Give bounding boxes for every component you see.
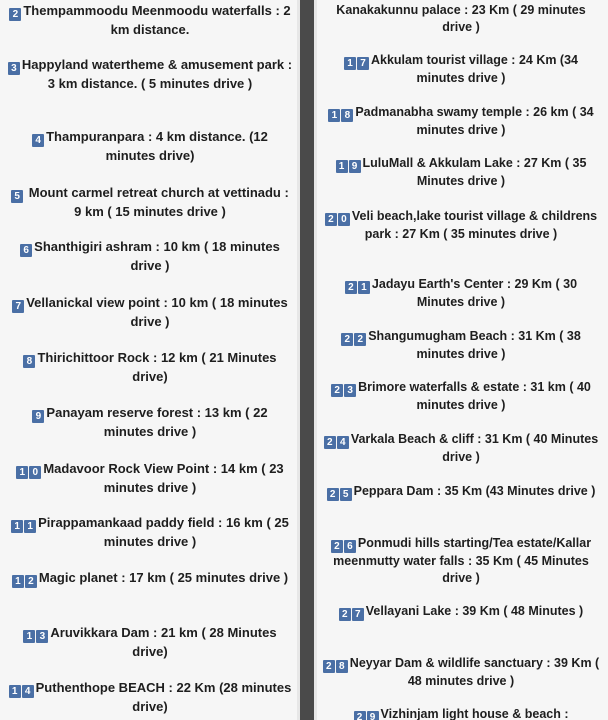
attraction-item xyxy=(320,328,602,363)
number-badge-icon: 1 0 xyxy=(16,466,42,479)
attraction-text: Thempammoodu Meenmoodu waterfalls : 2 km distance. xyxy=(23,3,291,37)
attraction-item xyxy=(320,603,602,621)
number-badge-icon: 1 2 xyxy=(12,575,38,588)
attraction-text: Jadayu Earth's Center : 29 Km ( 30 Minutes drive ) xyxy=(371,277,578,309)
number-badge-icon: 2 5 xyxy=(327,488,353,501)
attraction-item xyxy=(6,514,294,551)
number-badge-icon: 6 xyxy=(20,244,33,257)
column-edge xyxy=(297,0,300,720)
attraction-item xyxy=(320,52,602,87)
number-badge-icon: 3 xyxy=(8,62,21,75)
attraction-item xyxy=(6,184,294,221)
attraction-item xyxy=(320,2,602,36)
attraction-text: Peppara Dam : 35 Km (43 Minutes drive ) xyxy=(353,484,596,498)
right-column xyxy=(314,0,608,720)
attraction-item xyxy=(6,679,294,716)
attraction-text: Shangumugham Beach : 31 Km ( 38 minutes drive ) xyxy=(368,329,581,361)
attraction-text: Mount carmel retreat church at vettinadu : 9 km ( 15 minutes drive ) xyxy=(25,185,289,219)
number-badge-icon: 2 7 xyxy=(339,608,365,621)
attraction-item xyxy=(6,460,294,497)
attraction-text: Pirappamankaad paddy field : 16 km ( 25 minutes drive ) xyxy=(38,515,289,549)
attraction-text: Neyyar Dam & wildlife sanctuary : 39 Km ( 48 minutes drive ) xyxy=(349,656,600,688)
number-badge-icon: 2 3 xyxy=(331,384,357,397)
number-badge-icon: 2 6 xyxy=(331,540,357,553)
attraction-text: Brimore waterfalls & estate : 31 km ( 40 minutes drive ) xyxy=(358,380,591,412)
attraction-item xyxy=(6,128,294,165)
number-badge-icon: 1 7 xyxy=(344,57,370,70)
number-badge-icon: 2 9 xyxy=(354,711,380,720)
attraction-item xyxy=(6,624,294,661)
number-badge-icon: 9 xyxy=(32,410,45,423)
attraction-text: Puthenthope BEACH : 22 Km (28 minutes drive) xyxy=(35,680,292,714)
number-badge-icon: 4 xyxy=(32,134,45,147)
attraction-item xyxy=(320,706,602,720)
attraction-item xyxy=(6,56,294,93)
attraction-text: Panayam reserve forest : 13 km ( 22 minutes drive ) xyxy=(46,405,268,439)
left-column xyxy=(0,0,300,720)
number-badge-icon: 8 xyxy=(23,355,36,368)
number-badge-icon: 7 xyxy=(12,300,25,313)
attraction-text: Varkala Beach & cliff : 31 Km ( 40 Minutes drive ) xyxy=(350,432,599,464)
attraction-item xyxy=(320,208,602,243)
attraction-text: Happyland watertheme & amusement park : 3 km distance. ( 5 minutes drive ) xyxy=(21,57,293,91)
attraction-text: Thirichittoor Rock : 12 km ( 21 Minutes drive) xyxy=(37,350,277,384)
column-edge xyxy=(314,0,317,720)
attraction-item xyxy=(320,483,602,501)
attraction-text: Aruvikkara Dam : 21 km ( 28 Minutes drive) xyxy=(50,625,277,659)
number-badge-icon: 2 0 xyxy=(325,213,351,226)
number-badge-icon: 2 8 xyxy=(323,660,349,673)
attraction-text: LuluMall & Akkulam Lake : 27 Km ( 35 Minutes drive ) xyxy=(362,156,587,188)
number-badge-icon: 2 4 xyxy=(324,436,350,449)
attraction-text: Akkulam tourist village : 24 Km (34 minutes drive ) xyxy=(370,53,578,85)
attraction-item xyxy=(6,294,294,331)
attraction-item xyxy=(6,569,294,588)
attraction-text: Shanthigiri ashram : 10 km ( 18 minutes drive ) xyxy=(34,239,280,273)
attraction-text: Thampuranpara : 4 km distance. (12 minutes drive) xyxy=(46,129,268,163)
attraction-text: Kanakakunnu palace : 23 Km ( 29 minutes drive ) xyxy=(336,3,586,34)
number-badge-icon: 2 1 xyxy=(345,281,371,294)
attraction-item xyxy=(320,104,602,139)
attraction-item xyxy=(320,535,602,587)
attraction-item xyxy=(6,2,294,39)
number-badge-icon: 1 3 xyxy=(23,630,49,643)
attraction-item xyxy=(320,431,602,466)
number-badge-icon: 5 xyxy=(11,190,24,203)
number-badge-icon: 1 9 xyxy=(336,160,362,173)
number-badge-icon: 1 8 xyxy=(328,109,354,122)
number-badge-icon: 1 1 xyxy=(11,520,37,533)
attraction-item xyxy=(320,155,602,190)
attraction-text: Vellanickal view point : 10 km ( 18 minutes drive ) xyxy=(26,295,288,329)
attraction-text: Madavoor Rock View Point : 14 km ( 23 minutes drive ) xyxy=(43,461,284,495)
number-badge-icon: 1 4 xyxy=(9,685,35,698)
attraction-item xyxy=(320,379,602,414)
attraction-item xyxy=(320,276,602,311)
attraction-item xyxy=(6,238,294,275)
attraction-item xyxy=(6,404,294,441)
number-badge-icon: 2 xyxy=(9,8,22,21)
attraction-item xyxy=(6,349,294,386)
attraction-text: Vizhinjam light house & beach : xyxy=(380,707,569,720)
attraction-text: Magic planet : 17 km ( 25 minutes drive ) xyxy=(38,570,289,585)
attraction-text: Veli beach,lake tourist village & childrens park : 27 Km ( 35 minutes drive ) xyxy=(351,209,598,241)
attraction-text: Vellayani Lake : 39 Km ( 48 Minutes ) xyxy=(365,604,584,618)
number-badge-icon: 2 2 xyxy=(341,333,367,346)
attraction-item xyxy=(320,655,602,690)
attraction-text: Padmanabha swamy temple : 26 km ( 34 minutes drive ) xyxy=(355,105,594,137)
attraction-text: Ponmudi hills starting/Tea estate/Kallar meenmutty water falls : 35 Km ( 45 Minutes drive ) xyxy=(333,536,592,585)
